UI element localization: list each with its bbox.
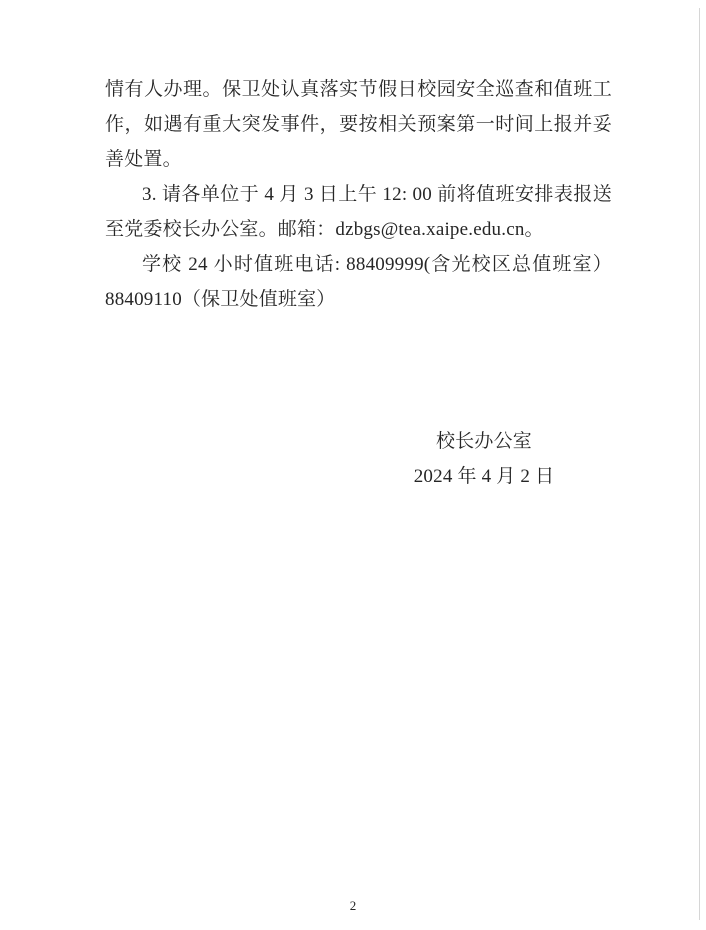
body-line: 88409110（保卫处值班室） xyxy=(105,289,336,310)
body-line: 情有人办理。保卫处认真落实节假日校园安全巡查和值班工 xyxy=(105,79,612,100)
document-body xyxy=(105,72,612,317)
signature-org: 校长办公室 xyxy=(435,431,532,452)
page-number: 2 xyxy=(349,898,357,913)
body-line: 善处置。 xyxy=(105,149,182,170)
body-line: 学校 24 小时值班电话: 88409999(含光校区总值班室） xyxy=(142,254,612,275)
signature-date: 2024 年 4 月 2 日 xyxy=(413,466,555,487)
body-line: 3. 请各单位于 4 月 3 日上午 12: 00 前将值班安排表报送 xyxy=(142,184,612,205)
body-line: 至党委校长办公室。邮箱：dzbgs@tea.xaipe.edu.cn。 xyxy=(105,219,544,240)
signature-block xyxy=(352,424,616,494)
page-right-edge-line xyxy=(699,8,700,920)
body-line: 作，如遇有重大突发事件，要按相关预案第一时间上报并妥 xyxy=(105,114,612,135)
